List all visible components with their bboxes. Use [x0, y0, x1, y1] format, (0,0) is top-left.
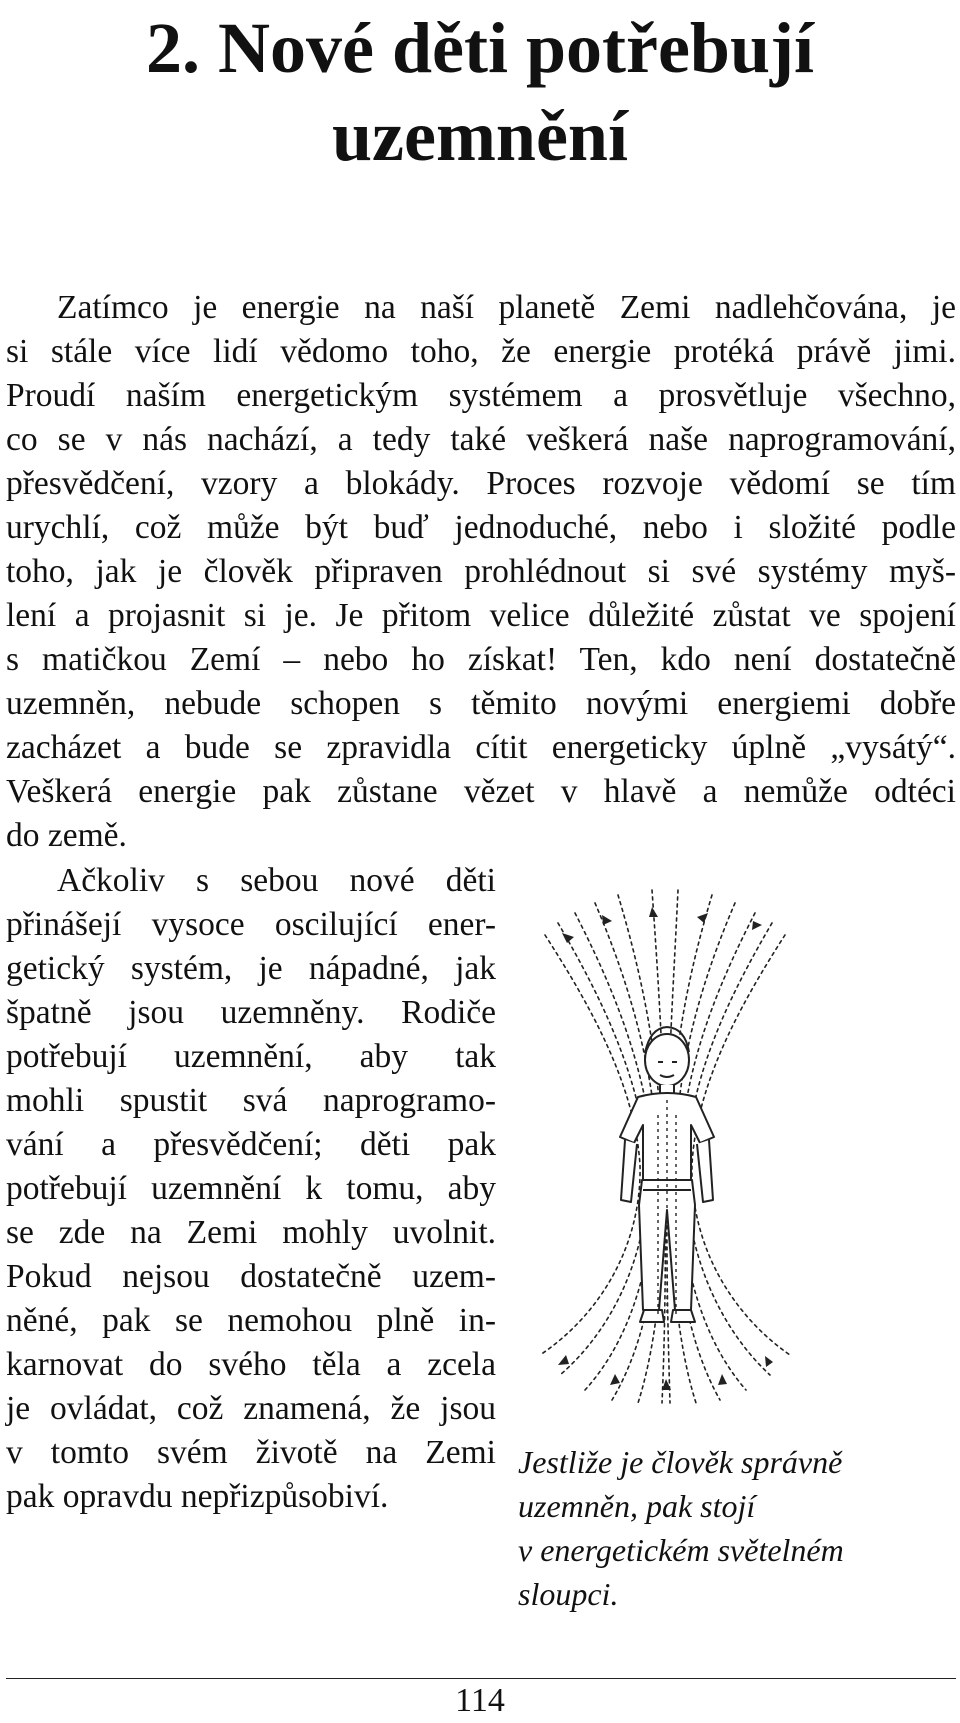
text-line: do země.: [6, 817, 127, 854]
caption-line: uzemněn, pak stojí: [518, 1488, 756, 1524]
text-line: pak opravdu nepřizpůsobiví.: [6, 1478, 389, 1515]
arrow-up-icon: [558, 1355, 569, 1365]
text-line: si stále více lidí vědomo toho, že energie protéká právě jimi.: [6, 333, 956, 370]
text-line: getický systém, je nápadné, jak: [6, 950, 496, 987]
arrow-up-icon: [765, 1356, 773, 1367]
text-line: potřebují uzemnění k tomu, aby: [6, 1170, 496, 1207]
text-line: mohli spustit svá naprogramo-: [6, 1082, 496, 1119]
arrow-down-icon: [602, 915, 612, 925]
text-line: Zatímco je energie na naší planetě Zemi nadlehčována, je: [57, 289, 956, 326]
text-line: Pokud nejsou dostatečně uzem-: [6, 1258, 496, 1295]
text-line: vání a přesvědčení; děti pak: [6, 1126, 496, 1163]
text-line: karnovat do svého těla a zcela: [6, 1346, 496, 1383]
text-line: s matičkou Zemí – nebo ho získat! Ten, kdo není dostatečně: [6, 641, 956, 678]
arrow-down-icon: [752, 921, 762, 930]
text-line: potřebují uzemnění, aby tak: [6, 1038, 496, 1075]
head: [645, 1034, 689, 1086]
text-line: je ovládat, což znamená, že jsou: [6, 1390, 496, 1427]
text-line: Ačkoliv s sebou nové děti: [57, 862, 496, 899]
text-line: uzemněn, nebude schopen s těmito novými energiemi dobře: [6, 685, 956, 722]
page-number: 114: [455, 1682, 505, 1719]
text-line: špatně jsou uzemněny. Rodiče: [6, 994, 496, 1031]
text-line: přesvědčení, vzory a blokády. Proces rozvoje vědomí se tím: [6, 465, 956, 502]
text-line: v tomto svém životě na Zemi: [6, 1434, 496, 1471]
text-line: lení a projasnit si je. Je přitom velice důležité zůstat ve spojení: [6, 597, 956, 634]
text-line: se zde na Zemi mohly uvolnit.: [6, 1214, 496, 1251]
figure-caption: [518, 1440, 938, 1616]
chapter-title: [0, 4, 960, 180]
caption-line: Jestliže je člověk správně: [518, 1444, 843, 1480]
right-arm: [697, 1140, 713, 1202]
caption-line: v energetickém světelném: [518, 1532, 844, 1568]
footer-divider: [6, 1678, 956, 1679]
text-line: přinášejí vysoce oscilující ener-: [6, 906, 496, 943]
light-column-drawing: [540, 885, 790, 1405]
paragraph-intro: [6, 286, 956, 858]
left-shoe: [640, 1310, 664, 1322]
text-line: Proudí naším energetickým systémem a prosvětluje všechno,: [6, 377, 956, 414]
text-line: Veškerá energie pak zůstane vězet v hlavě a nemůže odtéci: [6, 773, 956, 810]
grounding-illustration: [540, 885, 790, 1405]
arrow-down-icon: [697, 913, 708, 923]
left-arm: [621, 1140, 637, 1202]
arrow-up-icon: [610, 1374, 620, 1385]
text-line: něné, pak se nemohou plně in-: [6, 1302, 496, 1339]
arrow-down-icon: [562, 933, 574, 943]
chapter-title-line: uzemnění: [332, 96, 628, 176]
arrow-down-icon: [649, 907, 658, 917]
arrow-up-icon: [718, 1374, 727, 1385]
right-shoe: [671, 1310, 695, 1322]
text-line: urychlí, což může být buď jednoduché, nebo i složité podle: [6, 509, 956, 546]
text-line: co se v nás nachází, a tedy také veškerá naše naprogramování,: [6, 421, 956, 458]
text-line: zacházet a bude se zpravidla cítit energeticky úplně „vysátý“.: [6, 729, 956, 766]
text-line: toho, jak je člověk připraven prohlédnout si své systémy myš-: [6, 553, 956, 590]
paragraph-children: [6, 859, 496, 1519]
chapter-title-line: 2. Nové děti potřebují: [146, 8, 814, 88]
caption-line: sloupci.: [518, 1576, 619, 1612]
